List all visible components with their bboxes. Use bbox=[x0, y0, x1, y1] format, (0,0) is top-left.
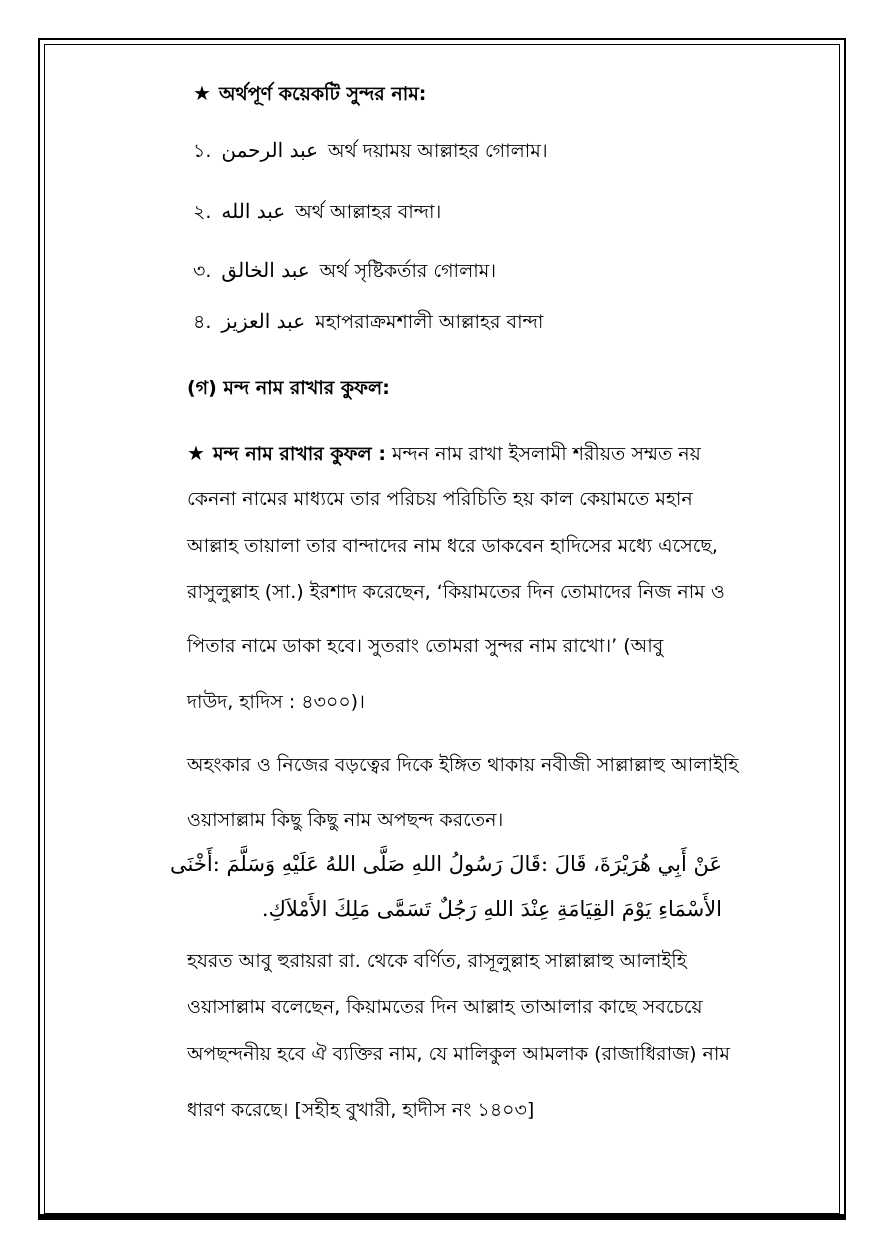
para1-line-5: পিতার নামে ডাকা হবে। সুতরাং তোমরা সুন্দর নাম রাখো।’ (আবু bbox=[187, 635, 664, 657]
arabic-hadith-line-2: الأَسْمَاءِ يَوْمَ القِيَامَةِ عِنْدَ اللهِ رَجُلٌ تَسَمَّى مَلِكَ الأَمْلاَكِ. bbox=[261, 897, 722, 921]
para2-line-2: ওয়াসাল্লাম কিছু কিছু নাম অপছন্দ করতেন। bbox=[187, 809, 504, 831]
para3-line-2: ওয়াসাল্লাম বলেছেন, কিয়ামতের দিন আল্লাহ তাআলার কাছে সবচেয়ে bbox=[187, 996, 703, 1018]
name-meaning: অর্থ আল্লাহর বান্দা। bbox=[295, 201, 442, 223]
para1-line-6: দাউদ, হাদিস : ৪৩০০)। bbox=[187, 691, 365, 713]
names-heading: ★ অর্থপূর্ণ কয়েকটি সুন্দর নাম: bbox=[193, 81, 427, 105]
name-number: ৪. bbox=[193, 311, 212, 333]
name-item-2 bbox=[193, 198, 441, 225]
para3-line-3: অপছন্দনীয় হবে ঐ ব্যক্তির নাম, যে মালিকুল আমলাক (রাজাধিরাজ) নাম bbox=[187, 1043, 730, 1065]
name-item-3 bbox=[193, 257, 496, 284]
page-border-bottom bbox=[38, 1214, 846, 1220]
section-heading: (গ) মন্দ নাম রাখার কুফল: bbox=[187, 377, 390, 399]
para1-line-1: ★ মন্দ নাম রাখার কুফল : মন্দন নাম রাখা ইসলামী শরীয়ত সম্মত নয় bbox=[187, 441, 701, 465]
name-meaning: অর্থ দয়াময় আল্লাহর গোলাম। bbox=[328, 140, 548, 162]
para1-lead: মন্দ নাম রাখার কুফল : bbox=[212, 443, 386, 465]
star-icon: ★ bbox=[187, 441, 205, 465]
name-arabic: عبد العزيز bbox=[221, 309, 306, 333]
para2-line-1: অহংকার ও নিজের বড়ত্বের দিকে ইঙ্গিত থাকায় নবীজী সাল্লাল্লাহু আলাইহি bbox=[187, 754, 739, 776]
para1-line-2: কেননা নামের মাধ্যমে তার পরিচয় পরিচিতি হয় কাল কেয়ামতে মহান bbox=[187, 488, 693, 510]
name-meaning: মহাপরাক্রমশালী আল্লাহর বান্দা bbox=[315, 311, 544, 333]
para1-line-3: আল্লাহ তায়ালা তার বান্দাদের নাম ধরে ডাকবেন হাদিসের মধ্যে এসেছে, bbox=[187, 535, 718, 557]
para3-line-4: ধারণ করেছে। [সহীহ বুখারী, হাদীস নং ১৪০৩] bbox=[187, 1099, 535, 1121]
name-number: ৩. bbox=[193, 260, 212, 282]
name-item-4 bbox=[193, 308, 543, 335]
arabic-hadith-line-1: عَنْ أَبِي هُرَيْرَةَ، قَالَ :قَالَ رَسُولُ اللهِ صَلَّى اللهُ عَلَيْهِ وَسَلَّمَ :أَخْنَى bbox=[170, 852, 722, 876]
name-number: ১. bbox=[193, 140, 212, 162]
para1-line-4: রাসুলুল্লাহ (সা.) ইরশাদ করেছেন, ‘কিয়ামতের দিন তোমাদের নিজ নাম ও bbox=[187, 581, 725, 603]
star-icon: ★ bbox=[193, 81, 211, 105]
name-arabic: عبد الله bbox=[221, 199, 286, 223]
para3-line-1: হযরত আবু হুরায়রা রা. থেকে বর্ণিত, রাসূলুল্লাহ সাল্লাল্লাহু আলাইহি bbox=[187, 950, 687, 972]
name-arabic: عبد الرحمن bbox=[221, 138, 319, 162]
page-border-inner bbox=[44, 44, 840, 1214]
name-number: ২. bbox=[193, 201, 212, 223]
name-arabic: عبد الخالق bbox=[221, 258, 310, 282]
name-meaning: অর্থ সৃষ্টিকর্তার গোলাম। bbox=[319, 260, 497, 282]
name-item-1 bbox=[193, 137, 548, 164]
